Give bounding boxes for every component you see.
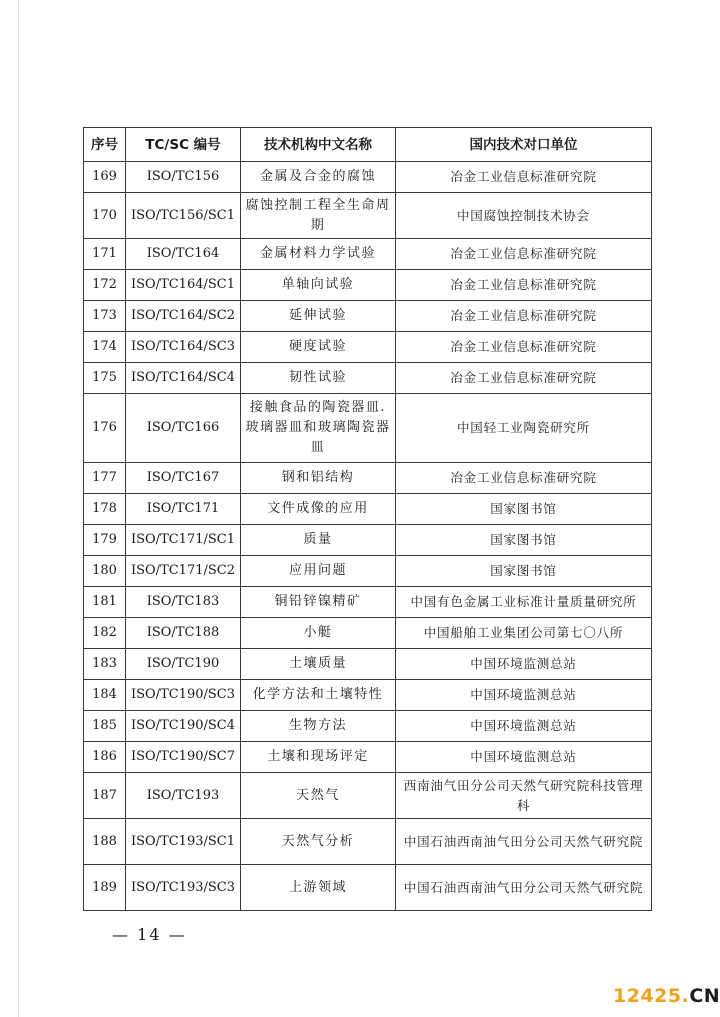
cell-unit: 国家图书馆: [396, 494, 652, 525]
cell-code: ISO/TC164/SC2: [126, 301, 241, 332]
cell-code: ISO/TC193: [126, 773, 241, 819]
cell-no: 171: [84, 239, 126, 270]
cell-unit: 冶金工业信息标准研究院: [396, 363, 652, 394]
cell-code: ISO/TC190/SC7: [126, 742, 241, 773]
cell-code: ISO/TC190: [126, 649, 241, 680]
cell-no: 169: [84, 162, 126, 193]
site-watermark: [613, 985, 720, 1007]
cell-name: 金属及合金的腐蚀: [241, 162, 396, 193]
table-row: [84, 332, 652, 363]
cell-no: 187: [84, 773, 126, 819]
cell-unit: 冶金工业信息标准研究院: [396, 162, 652, 193]
watermark-suffix: CN: [689, 985, 720, 1007]
table-row: [84, 865, 652, 911]
cell-name: 应用问题: [241, 556, 396, 587]
cell-unit: 中国环境监测总站: [396, 742, 652, 773]
cell-code: ISO/TC183: [126, 587, 241, 618]
cell-unit: 冶金工业信息标准研究院: [396, 463, 652, 494]
table-row: [84, 525, 652, 556]
cell-name: 钢和铝结构: [241, 463, 396, 494]
cell-code: ISO/TC164: [126, 239, 241, 270]
cell-code: ISO/TC164/SC3: [126, 332, 241, 363]
cell-code: ISO/TC193/SC3: [126, 865, 241, 911]
table-header-row: [84, 128, 652, 162]
cell-code: ISO/TC190/SC4: [126, 711, 241, 742]
table-row: [84, 819, 652, 865]
cell-code: ISO/TC156: [126, 162, 241, 193]
page-number: — 14 —: [112, 925, 187, 944]
cell-no: 186: [84, 742, 126, 773]
cell-name: 质量: [241, 525, 396, 556]
iso-tc-table: [83, 127, 652, 911]
table-row: [84, 649, 652, 680]
cell-no: 177: [84, 463, 126, 494]
cell-name: 单轴向试验: [241, 270, 396, 301]
table-row: [84, 711, 652, 742]
table-row: [84, 618, 652, 649]
cell-name: 铜铅锌镍精矿: [241, 587, 396, 618]
cell-code: ISO/TC164/SC1: [126, 270, 241, 301]
cell-unit: 西南油气田分公司天然气研究院科技管理科: [396, 773, 652, 819]
table-row: [84, 363, 652, 394]
table-row: [84, 680, 652, 711]
cell-unit: 冶金工业信息标准研究院: [396, 270, 652, 301]
table-row: [84, 556, 652, 587]
cell-name: 硬度试验: [241, 332, 396, 363]
cell-name: 小艇: [241, 618, 396, 649]
cell-no: 175: [84, 363, 126, 394]
cell-unit: 中国有色金属工业标准计量质量研究所: [396, 587, 652, 618]
header-serial: 序号: [84, 128, 126, 162]
table-row: [84, 270, 652, 301]
cell-no: 180: [84, 556, 126, 587]
cell-no: 174: [84, 332, 126, 363]
header-code: TC/SC 编号: [126, 128, 241, 162]
table-row: [84, 239, 652, 270]
page-edge-line: [18, 0, 19, 1017]
cell-code: ISO/TC171/SC2: [126, 556, 241, 587]
cell-name: 土壤和现场评定: [241, 742, 396, 773]
table-row: [84, 193, 652, 239]
table-row: [84, 463, 652, 494]
cell-unit: 国家图书馆: [396, 525, 652, 556]
cell-no: 179: [84, 525, 126, 556]
cell-name: 接触食品的陶瓷器皿.玻璃器皿和玻璃陶瓷器皿: [241, 394, 396, 463]
cell-code: ISO/TC188: [126, 618, 241, 649]
cell-no: 172: [84, 270, 126, 301]
cell-no: 183: [84, 649, 126, 680]
cell-no: 173: [84, 301, 126, 332]
table-row: [84, 301, 652, 332]
cell-no: 181: [84, 587, 126, 618]
cell-name: 腐蚀控制工程全生命周期: [241, 193, 396, 239]
cell-no: 178: [84, 494, 126, 525]
cell-no: 188: [84, 819, 126, 865]
cell-unit: 国家图书馆: [396, 556, 652, 587]
table-row: [84, 162, 652, 193]
cell-code: ISO/TC167: [126, 463, 241, 494]
cell-unit: 冶金工业信息标准研究院: [396, 239, 652, 270]
cell-name: 化学方法和土壤特性: [241, 680, 396, 711]
cell-no: 170: [84, 193, 126, 239]
table-row: [84, 494, 652, 525]
cell-code: ISO/TC171: [126, 494, 241, 525]
cell-unit: 中国环境监测总站: [396, 680, 652, 711]
cell-name: 韧性试验: [241, 363, 396, 394]
cell-name: 生物方法: [241, 711, 396, 742]
cell-code: ISO/TC190/SC3: [126, 680, 241, 711]
cell-name: 上游领域: [241, 865, 396, 911]
cell-name: 延伸试验: [241, 301, 396, 332]
cell-no: 185: [84, 711, 126, 742]
cell-unit: 中国轻工业陶瓷研究所: [396, 394, 652, 463]
cell-unit: 中国环境监测总站: [396, 711, 652, 742]
cell-name: 文件成像的应用: [241, 494, 396, 525]
cell-no: 182: [84, 618, 126, 649]
cell-name: 天然气: [241, 773, 396, 819]
cell-unit: 中国石油西南油气田分公司天然气研究院: [396, 865, 652, 911]
cell-name: 天然气分析: [241, 819, 396, 865]
cell-code: ISO/TC166: [126, 394, 241, 463]
cell-unit: 中国环境监测总站: [396, 649, 652, 680]
table-row: [84, 773, 652, 819]
cell-no: 189: [84, 865, 126, 911]
cell-no: 176: [84, 394, 126, 463]
cell-unit: 中国船舶工业集团公司第七〇八所: [396, 618, 652, 649]
cell-unit: 冶金工业信息标准研究院: [396, 332, 652, 363]
header-name: 技术机构中文名称: [241, 128, 396, 162]
cell-unit: 中国腐蚀控制技术协会: [396, 193, 652, 239]
watermark-number: 12425: [613, 985, 682, 1007]
cell-unit: 冶金工业信息标准研究院: [396, 301, 652, 332]
cell-unit: 中国石油西南油气田分公司天然气研究院: [396, 819, 652, 865]
watermark-dot: .: [681, 985, 690, 1007]
cell-code: ISO/TC164/SC4: [126, 363, 241, 394]
cell-no: 184: [84, 680, 126, 711]
cell-code: ISO/TC193/SC1: [126, 819, 241, 865]
cell-code: ISO/TC171/SC1: [126, 525, 241, 556]
cell-name: 金属材料力学试验: [241, 239, 396, 270]
table-row: [84, 587, 652, 618]
header-unit: 国内技术对口单位: [396, 128, 652, 162]
table-row: [84, 394, 652, 463]
cell-code: ISO/TC156/SC1: [126, 193, 241, 239]
cell-name: 土壤质量: [241, 649, 396, 680]
table-row: [84, 742, 652, 773]
